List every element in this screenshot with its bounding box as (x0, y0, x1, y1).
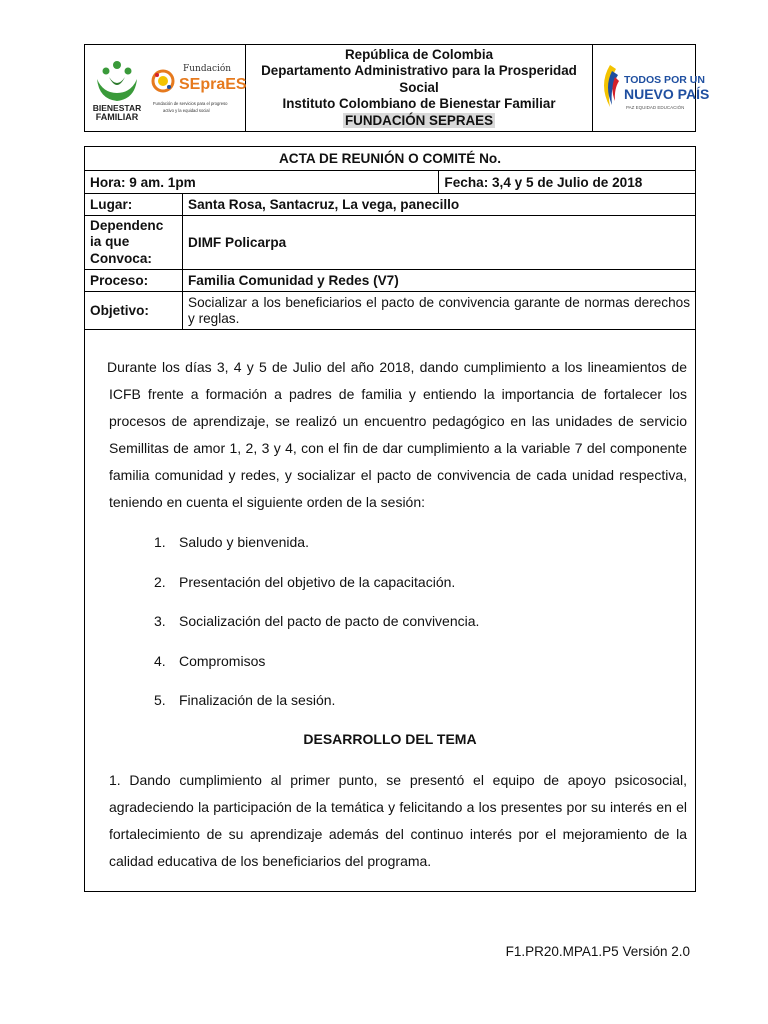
document-header (84, 44, 710, 132)
svg-text:BIENESTAR: BIENESTAR (92, 103, 142, 113)
dependencia-label: Dependenc ia que Convoca: (85, 216, 183, 270)
svg-text:Fundación de servicios para el: Fundación de servicios para el progreso (153, 101, 228, 106)
svg-text:PAZ EQUIDAD EDUCACIÓN: PAZ EQUIDAD EDUCACIÓN (626, 105, 685, 110)
list-item: 3. Socialización del pacto de pacto de convivencia. (154, 613, 480, 629)
header-line-4: Instituto Colombiano de Bienestar Familiar (282, 96, 556, 112)
header-titles (246, 45, 592, 131)
act-title: ACTA DE REUNIÓN O COMITÉ No. (85, 147, 696, 171)
bienestar-familiar-logo (89, 55, 145, 121)
todos-por-un-nuevo-pais-logo (592, 45, 710, 131)
proceso-label: Proceso: (85, 270, 183, 292)
session-order-list (154, 530, 479, 728)
list-item: 1. Saludo y bienvenida. (154, 534, 309, 550)
lugar-label: Lugar: (85, 194, 183, 216)
svg-text:NUEVO PAÍS: NUEVO PAÍS (624, 86, 710, 102)
seprae-logo (149, 57, 247, 119)
hora-cell: Hora: 9 am. 1pm (85, 171, 439, 194)
svg-text:TODOS POR UN: TODOS POR UN (624, 74, 705, 86)
svg-text:FAMILIAR: FAMILIAR (95, 112, 139, 122)
header-foundation-name: FUNDACIÓN SEPRAES (344, 112, 494, 128)
objetivo-value: Socializar a los beneficiarios el pacto de convivencia garante de normas derechos y reglas. (183, 292, 696, 330)
proceso-value: Familia Comunidad y Redes (V7) (183, 270, 696, 292)
list-item: 4. Compromisos (154, 652, 266, 669)
intro-paragraph: Durante los días 3, 4 y 5 de Julio del año 2018, dando cumplimiento a los lineamientos de ICFB frente a formación a padres de familia y entiendo la importancia de fortalecer los procesos de aprendizaje, se realizó un encuentro pedagógico en las unidades de servicio Semillitas de amor 1, 2, 3 y 4, con el fin de dar cumplimiento a la variable 7 del componente familia comunidad y redes, y socializar el pacto de convivencia de cada unidad respectiva, teniendo en cuenta el siguiente orden de la sesión: (107, 359, 687, 510)
section-title: DESARROLLO DEL TEMA (303, 731, 477, 747)
svg-text:Fundación: Fundación (183, 64, 232, 74)
lugar-value: Santa Rosa, Santacruz, La vega, panecillo (183, 194, 696, 216)
list-item: 5. Finalización de la sesión. (154, 692, 336, 708)
list-item: 2. Presentación del objetivo de la capacitación. (154, 573, 456, 590)
header-line-1: República de Colombia (344, 46, 494, 62)
objetivo-label: Objetivo: (85, 292, 183, 330)
document-version-footer: F1.PR20.MPA1.P5 Versión 2.0 (505, 944, 690, 959)
meeting-info-table (84, 146, 696, 330)
svg-text:activo y la equidad social: activo y la equidad social (163, 108, 210, 113)
header-line-2: Departamento Administrativo para la Prosperidad (261, 63, 577, 79)
point-1-paragraph: 1. Dando cumplimiento al primer punto, se presentó el equipo de apoyo psicosocial, agradeciendo la participación de la temática y felicitando a los presentes por su interés en el fortalecimiento de su aprendizaje además del continuo interés por el mejoramiento de la calidad educativa de los beneficiarios del programa. (109, 772, 687, 869)
header-line-3: Social (399, 79, 439, 95)
logos-left (85, 45, 246, 131)
svg-text:SEpraES: SEpraES (179, 76, 247, 93)
dependencia-value: DIMF Policarpa (183, 216, 696, 270)
fecha-cell: Fecha: 3,4 y 5 de Julio de 2018 (439, 171, 696, 194)
